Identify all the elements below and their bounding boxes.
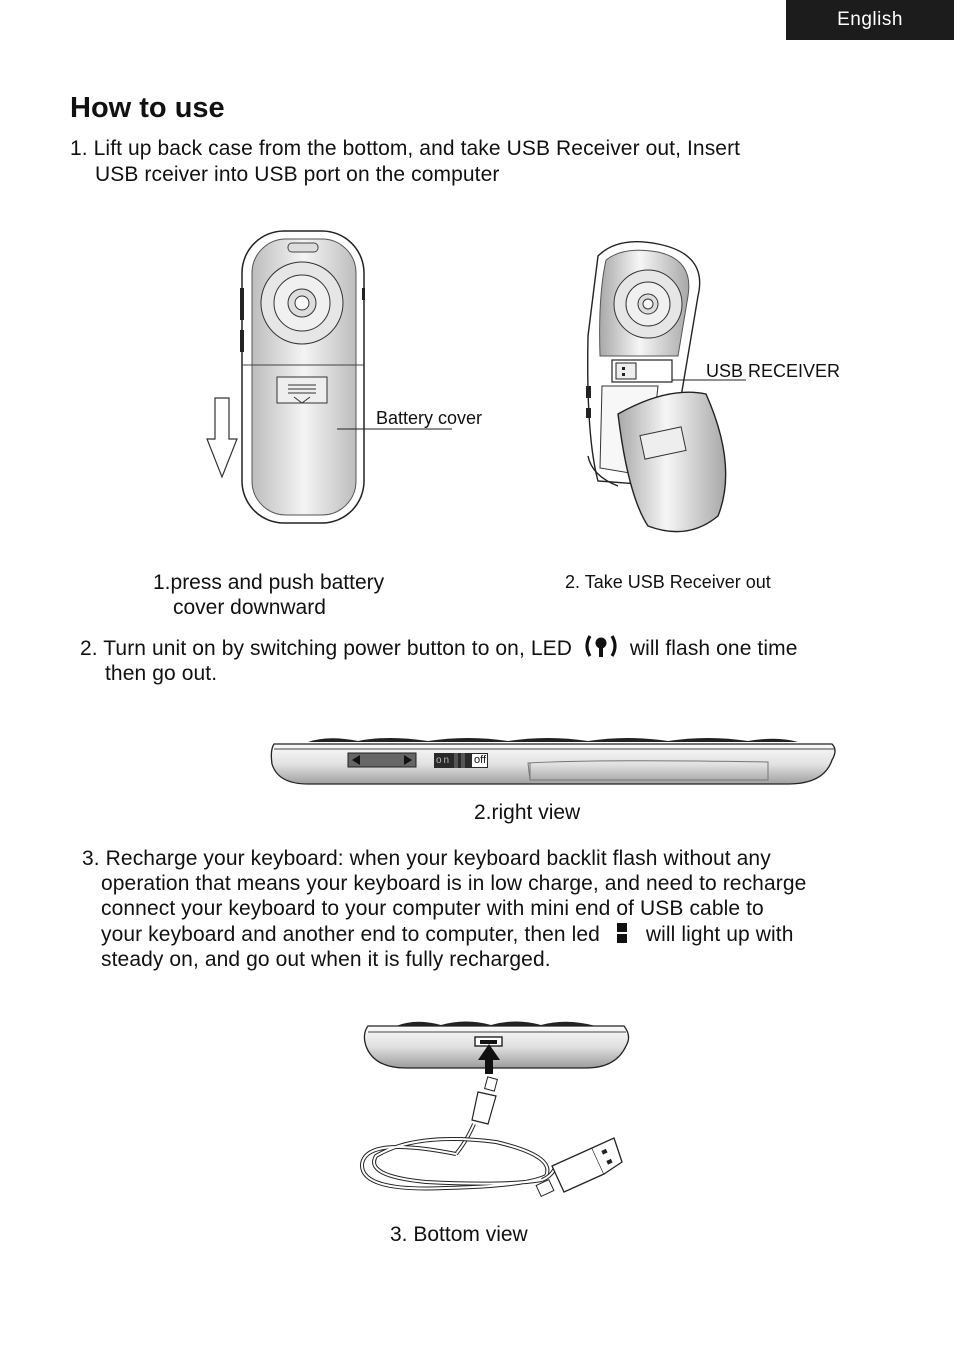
- switch-off-label: off: [474, 754, 487, 766]
- caption-1b: 2. Take USB Receiver out: [565, 572, 771, 592]
- usb-receiver-label: USB RECEIVER: [706, 361, 841, 381]
- caption-3: 3. Bottom view: [390, 1223, 528, 1246]
- charge-led-icon: [616, 922, 628, 944]
- caption-1a-line1: 1.press and push battery: [153, 571, 385, 594]
- step2-line1-before: 2. Turn unit on by switching power button to on, LED: [80, 637, 572, 660]
- language-tab: English: [786, 0, 954, 40]
- page-title: How to use: [70, 92, 225, 124]
- step2-line1: [80, 636, 798, 662]
- keyboard-bottom-view: [356, 1016, 636, 1202]
- remote-open-illustration: [578, 236, 738, 536]
- step3-line2: operation that means your keyboard is in low charge, and need to recharge: [101, 872, 807, 895]
- step2-line2: then go out.: [105, 662, 218, 685]
- caption-2: 2.right view: [474, 801, 581, 824]
- step3-line4-after: will light up with: [645, 923, 794, 946]
- step3-line1: 3. Recharge your keyboard: when your keyboard backlit flash without any: [82, 847, 771, 870]
- step1-line2: USB rceiver into USB port on the computer: [95, 163, 500, 186]
- keyboard-right-view: [268, 732, 840, 788]
- step1-line1: 1. Lift up back case from the bottom, and take USB Receiver out, Insert: [70, 137, 741, 160]
- step2-line1-after: will flash one time: [629, 637, 798, 660]
- down-arrow-icon: [205, 397, 239, 479]
- battery-cover-label: Battery cover: [376, 408, 483, 428]
- remote-back-illustration: [200, 225, 380, 530]
- caption-1a-line2: cover downward: [173, 596, 326, 619]
- step3-line4: [101, 922, 794, 948]
- step3-line3: connect your keyboard to your computer with mini end of USB cable to: [101, 897, 764, 920]
- step3-line4-before: your keyboard and another end to computer, then led: [101, 923, 600, 946]
- step3-line5: steady on, and go out when it is fully recharged.: [101, 948, 551, 971]
- switch-on-label: on: [436, 755, 452, 766]
- wireless-led-icon: [582, 633, 620, 659]
